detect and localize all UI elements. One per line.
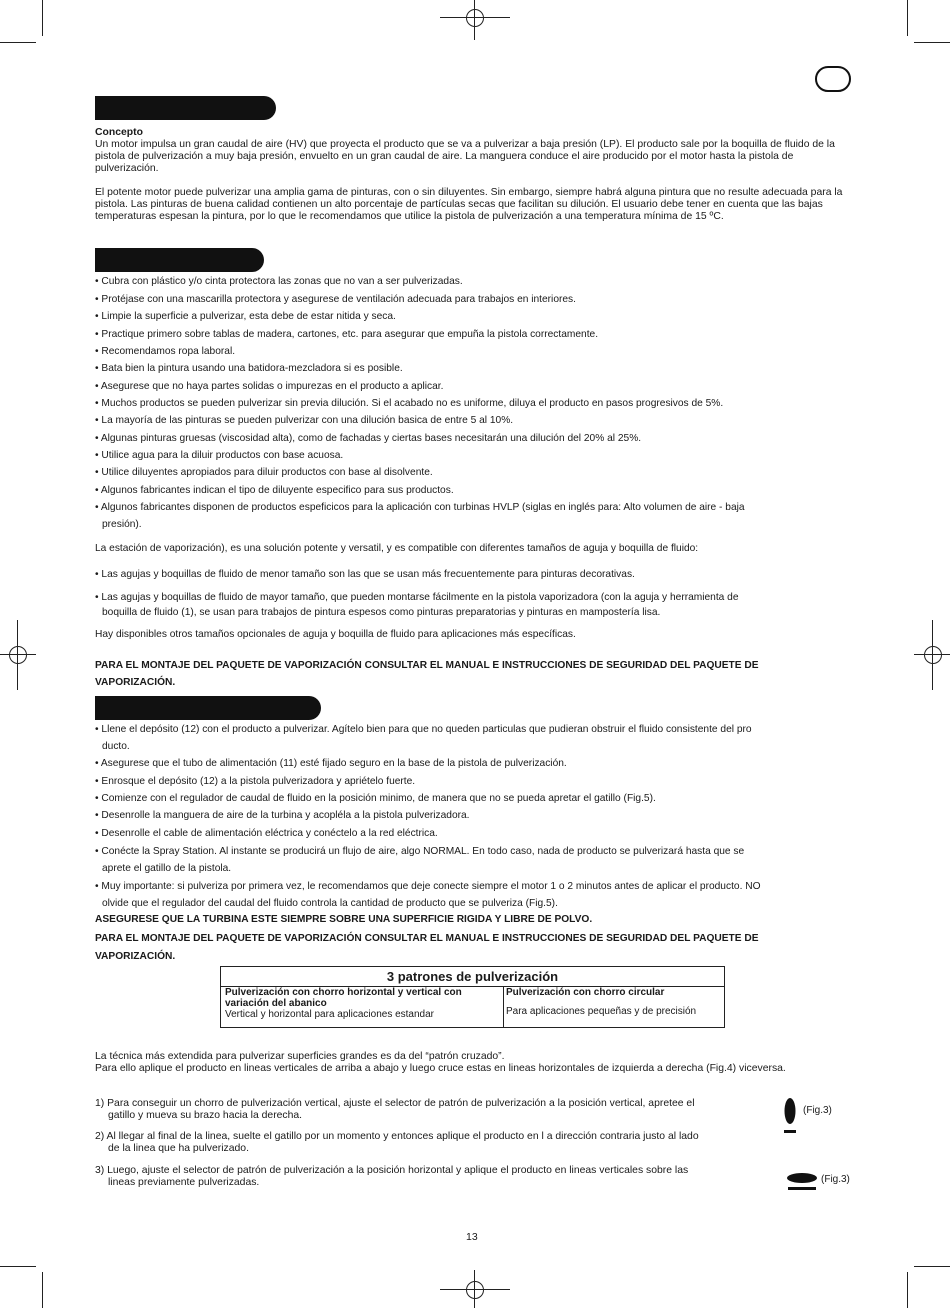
technique-step-2-line-2: de la linea que ha pulverizado.	[108, 1143, 249, 1154]
section-bar-concept	[95, 96, 276, 120]
spray-pattern-circular-heading: Pulverización con chorro circular	[506, 987, 665, 998]
list-item: • Muchos productos se pueden pulverizar sin previa dilución. Si el acabado no es uniforme, diluya el producto en pasos progresivos de 5%.	[95, 398, 724, 409]
spray-pattern-fan-description: Vertical y horizontal para aplicaciones estandar	[225, 1009, 435, 1020]
list-item: • Cubra con plástico y/o cinta protectora las zonas que no van a ser pulverizadas.	[95, 276, 463, 287]
fig-label-vertical: (Fig.3)	[803, 1105, 832, 1116]
list-item: • Asegurese que el tubo de alimentación (11) esté fijado seguro en la base de la pistola de pulverización.	[95, 758, 567, 769]
list-item: • Bata bien la pintura usando una batidora-mezcladora si es posible.	[95, 363, 403, 374]
spray-pattern-title: 3 patrones de pulverización	[221, 967, 724, 987]
assembly-warning-1	[95, 657, 857, 691]
list-item	[95, 878, 857, 912]
concept-paragraph-1: Un motor impulsa un gran caudal de aire (HV) que proyecta el producto que se va a pulverizar a baja presión (LP). El producto sale por la boquilla de fluido de la pistola de pulverización a muy baja presión, envuelto en un gran caudal de aire. La manguera conduce el aire producido por el motor hasta la pistola de pulverización.	[95, 139, 835, 174]
technique-intro-1: La técnica más extendida para pulverizar superficies grandes es da del “patrón cruzado”.	[95, 1051, 505, 1062]
technique-step-2-line-1: 2) Al llegar al final de la linea, suelte el gatillo por un momento y entonces aplique el producto en l a dirección contraria justo al lado	[95, 1131, 699, 1142]
list-item-continuation: aprete el gatillo de la pistola.	[102, 863, 232, 874]
list-item-line: • Llene el depósito (12) con el producto a pulverizar. Agítelo bien para que no queden particulas que pudieran obstruir el fluido consistente del pro	[95, 724, 752, 735]
list-item: • Desenrolle el cable de alimentación eléctrica y conéctelo a la red eléctrica.	[95, 828, 438, 839]
list-item: • La mayoría de las pinturas se pueden pulverizar con una dilución basica de entre 5 al 10%.	[95, 415, 514, 426]
needle-large-line-2: boquilla de fluido (1), se usan para trabajos de pintura espesos como pinturas preparatorias y pinturas en mampostería lisa.	[102, 607, 661, 618]
assembly-warning-2-line-1: PARA EL MONTAJE DEL PAQUETE DE VAPORIZACIÓN CONSULTAR EL MANUAL E INSTRUCCIONES DE SEGURIDAD DEL PAQUETE DE	[95, 933, 759, 944]
assembly-warning-1-line-2: VAPORIZACIÓN.	[95, 677, 176, 688]
needle-small-text: • Las agujas y boquillas de fluido de menor tamaño son las que se usan más frecuentemente para pinturas decorativas.	[95, 569, 635, 580]
technique-step-1-line-2: gatillo y mueva su brazo hacia la derecha.	[108, 1110, 303, 1121]
turbine-warning: ASEGURESE QUE LA TURBINA ESTE SIEMPRE SOBRE UNA SUPERFICIE RIGIDA Y LIBRE DE POLVO.	[95, 914, 593, 925]
fig-label-horizontal: (Fig.3)	[821, 1174, 850, 1185]
technique-step-1-line-1: 1) Para conseguir un chorro de pulverización vertical, ajuste el selector de patrón de pulverización a la posición vertical, apretee el	[95, 1098, 695, 1109]
list-item: • Limpie la superficie a pulverizar, esta debe de estar nitida y seca.	[95, 311, 396, 322]
technique-step-3-line-2: lineas previamente pulverizadas.	[108, 1177, 260, 1188]
technique-step-2	[95, 1131, 775, 1155]
assembly-warning-2-line-2: VAPORIZACIÓN.	[95, 951, 176, 962]
list-item: • Desenrolle la manguera de aire de la turbina y acopléla a la pistola pulverizadora.	[95, 810, 470, 821]
spray-pattern-circular-cell	[503, 987, 726, 1027]
needle-large-text	[95, 590, 857, 620]
list-item: • Protéjase con una mascarilla protectora y asegurese de ventilación adecuada para trabajos en interiores.	[95, 294, 576, 305]
list-item: • Practique primero sobre tablas de madera, cartones, etc. para asegurar que empuña la pistola correctamente.	[95, 329, 599, 340]
assembly-warning-1-line-1: PARA EL MONTAJE DEL PAQUETE DE VAPORIZACIÓN CONSULTAR EL MANUAL E INSTRUCCIONES DE SEGURIDAD DEL PAQUETE DE	[95, 660, 759, 671]
concept-heading: Concepto	[95, 127, 143, 138]
vertical-spray-pattern-icon	[782, 1097, 798, 1137]
list-item: • Algunas pinturas gruesas (viscosidad alta), como de fachadas y ciertas bases necesitarán una dilución del 20% al 25%.	[95, 433, 642, 444]
list-item	[95, 843, 857, 877]
list-item-line: • Muy importante: si pulveriza por primera vez, le recomendamos que deje conecte siempre el motor 1 o 2 minutos antes de aplicar el producto. NO	[95, 881, 761, 892]
horizontal-spray-pattern-icon	[786, 1172, 818, 1194]
list-item-line: • Conécte la Spray Station. Al instante se producirá un flujo de aire, algo NORMAL. En todo caso, nada de producto se pulverizará hasta que se	[95, 846, 745, 857]
page-number: 13	[466, 1231, 478, 1243]
spray-pattern-circular-description: Para aplicaciones pequeñas y de precisión	[506, 1006, 697, 1017]
technique-step-3	[95, 1165, 775, 1189]
list-item	[95, 721, 857, 755]
concept-paragraph-2: El potente motor puede pulverizar una amplia gama de pinturas, con o sin diluyentes. Sin embargo, siempre habrá alguna pintura que no resulte adecuada para la pistola. Las pinturas de buena calidad contienen un alto porcentaje de partículas secas que facilitan su dilución. El usuario debe tener en cuenta que las bajas temperaturas espesan la pintura, por lo que le recomendamos que utilice la pistola de pulverización a una temperatura mínima de 15 ºC.	[95, 187, 843, 222]
list-item: • Enrosque el depósito (12) a la pistola pulverizadora y apriételo fuerte.	[95, 776, 416, 787]
list-item-continuation: olvide que el regulador del caudal del fluido controla la cantidad de producto que se pulveriza (Fig.5).	[102, 898, 558, 909]
list-item: • Comienze con el regulador de caudal de fluido en la posición minimo, de manera que no se pueda apretar el gatillo (Fig.5).	[95, 793, 656, 804]
list-item-continuation: ducto.	[102, 741, 130, 752]
list-item: • Utilice agua para la diluir productos con base acuosa.	[95, 450, 344, 461]
list-item-continuation: presión).	[102, 519, 142, 530]
assembly-warning-2	[95, 930, 857, 966]
needle-large-line-1: • Las agujas y boquillas de fluido de mayor tamaño, que pueden montarse fácilmente en la pistola vaporizadora (con la aguja y herramienta de	[95, 592, 739, 603]
list-item-line: • Algunos fabricantes disponen de productos espeficicos para la aplicación con turbinas HVLP (siglas en inglés para: Alto volumen de aire - baja	[95, 502, 745, 513]
technique-step-1	[95, 1098, 775, 1122]
other-sizes-text: Hay disponibles otros tamaños opcionales de aguja y boquilla de fluido para aplicaciones más específicas.	[95, 629, 576, 640]
language-badge-oval	[815, 66, 851, 92]
spray-pattern-fan-cell	[225, 987, 501, 1027]
list-item: • Asegurese que no haya partes solidas o impurezas en el producto a aplicar.	[95, 381, 444, 392]
section-bar-preparation	[95, 248, 264, 272]
list-item	[95, 500, 857, 532]
section-bar-operation	[95, 696, 321, 720]
spray-pattern-fan-heading: Pulverización con chorro horizontal y vertical con variación del abanico	[225, 987, 462, 1009]
station-text: La estación de vaporización), es una solución potente y versatil, y es compatible con diferentes tamaños de aguja y boquilla de fluido:	[95, 543, 699, 554]
spray-pattern-table	[220, 966, 725, 1028]
technique-intro-2: Para ello aplique el producto en lineas verticales de arriba a abajo y luego cruce estas en lineas horizontales de izquierda a derecha (Fig.4) viceversa.	[95, 1063, 786, 1074]
list-item: • Recomendamos ropa laboral.	[95, 346, 236, 357]
list-item: • Algunos fabricantes indican el tipo de diluyente especifico para sus productos.	[95, 485, 454, 496]
technique-step-3-line-1: 3) Luego, ajuste el selector de patrón de pulverización a la posición horizontal y aplique el producto en lineas verticales sobre las	[95, 1165, 689, 1176]
list-item: • Utilice diluyentes apropiados para diluir productos con base al disolvente.	[95, 467, 433, 478]
